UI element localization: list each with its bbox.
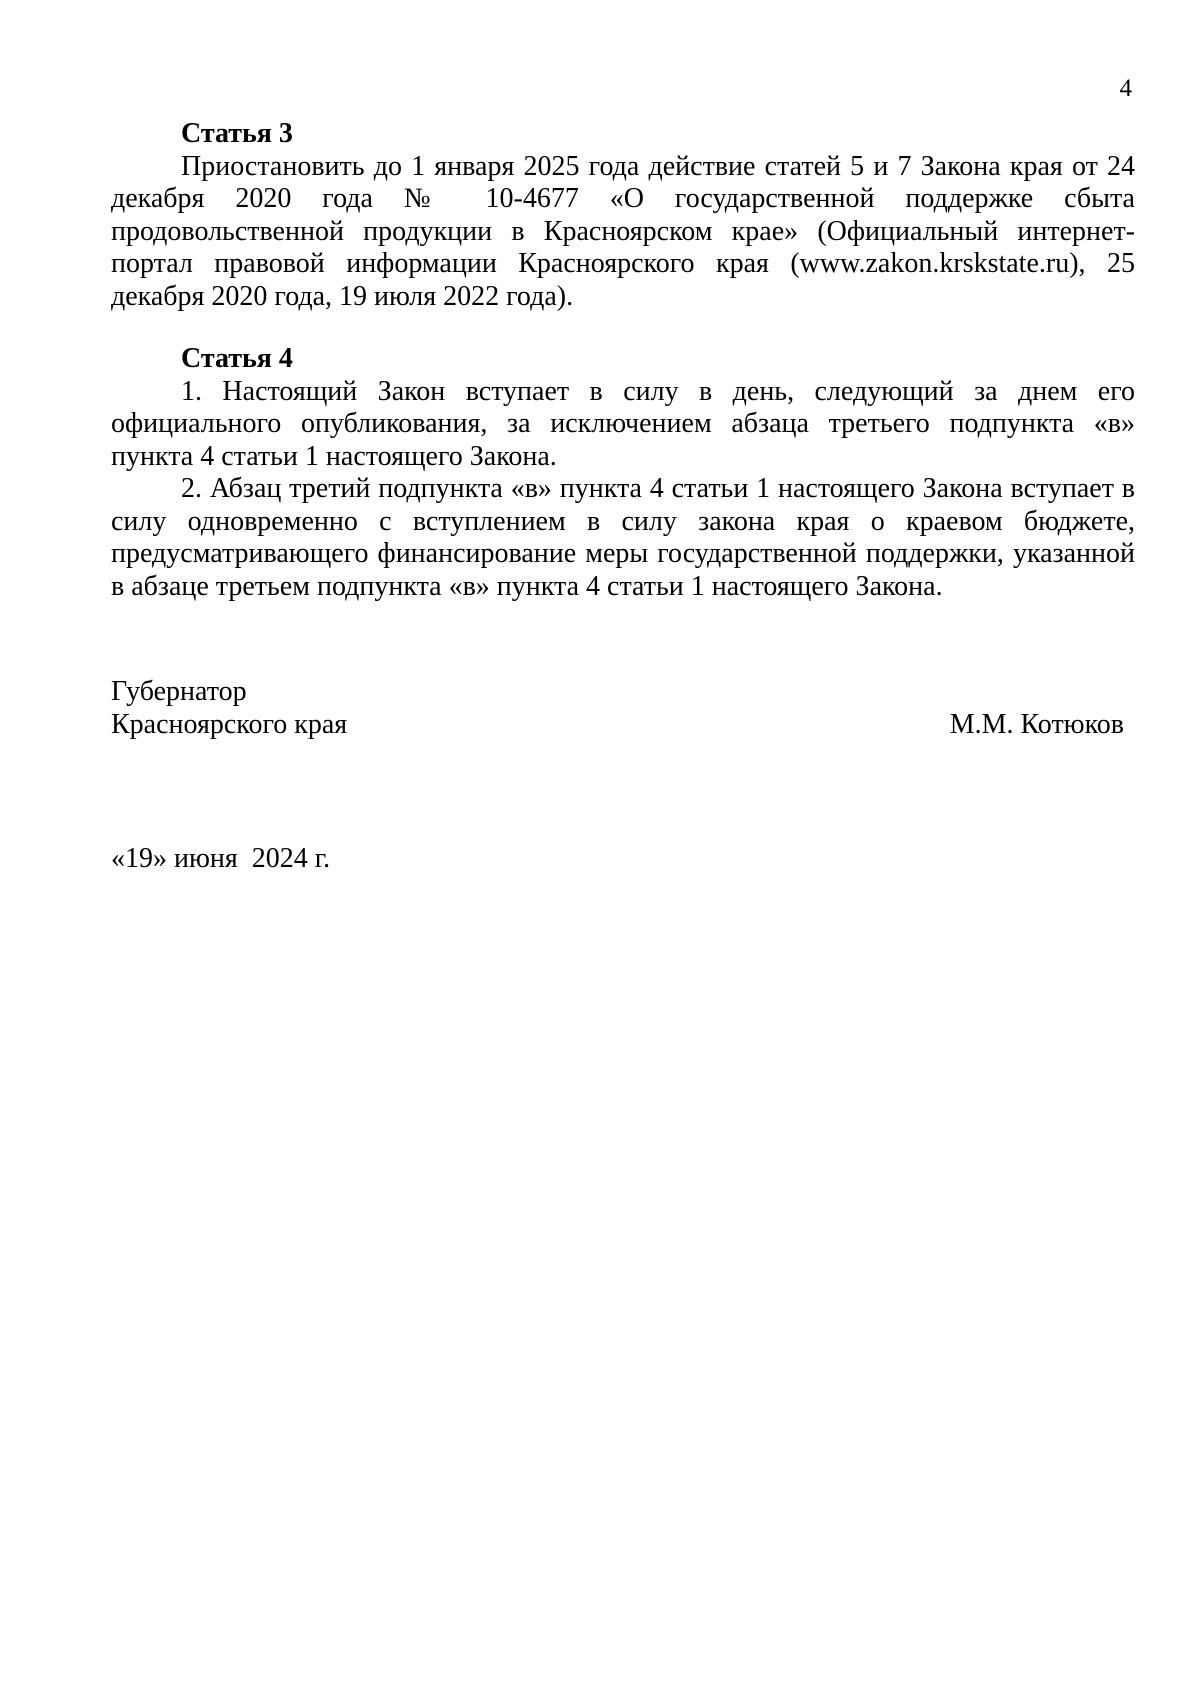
article-4-paragraph-1: 1. Настоящий Закон вступает в силу в день, следующий за днем его официального опубликования, за исключением абзаца третьего подпункта «в» пункта 4 статьи 1 настоящего Закона. — [111, 375, 1135, 472]
article-3-paragraph: Приостановить до 1 января 2025 года действие статей 5 и 7 Закона края от 24 декабря 2020 года № 10-4677 «О государственной поддержке сбыта продовольственной продукции в Красноярском крае» (Официальный интернет-портал правовой информации Красноярского края (www.zakon.krskstate.ru), 25 декабря 2020 года, 19 июля 2022 года). — [111, 150, 1135, 312]
signatory-name: М.М. Котюков — [949, 708, 1124, 740]
article-4-paragraph-2: 2. Абзац третий подпункта «в» пункта 4 статьи 1 настоящего Закона вступает в силу одновременно с вступлением в силу закона края о краевом бюджете, предусматривающего финансирование меры государственной поддержки, указанной в абзаце третьем подпункта «в» пункта 4 статьи 1 настоящего Закона. — [111, 473, 1135, 602]
signatory-title-line-2: Красноярского края — [111, 708, 348, 740]
article-3-heading: Статья 3 — [181, 118, 293, 149]
signatory-title-line-1: Губернатор — [111, 676, 247, 707]
article-4-heading: Статья 4 — [181, 343, 293, 374]
page-number: 4 — [1119, 75, 1132, 102]
article-4 — [111, 343, 1135, 603]
document-date: «19» июня 2024 г. — [111, 843, 331, 874]
document-body — [111, 118, 1135, 603]
signature-block — [111, 676, 1135, 741]
article-spacer — [111, 313, 1135, 343]
article-3 — [111, 118, 1135, 313]
